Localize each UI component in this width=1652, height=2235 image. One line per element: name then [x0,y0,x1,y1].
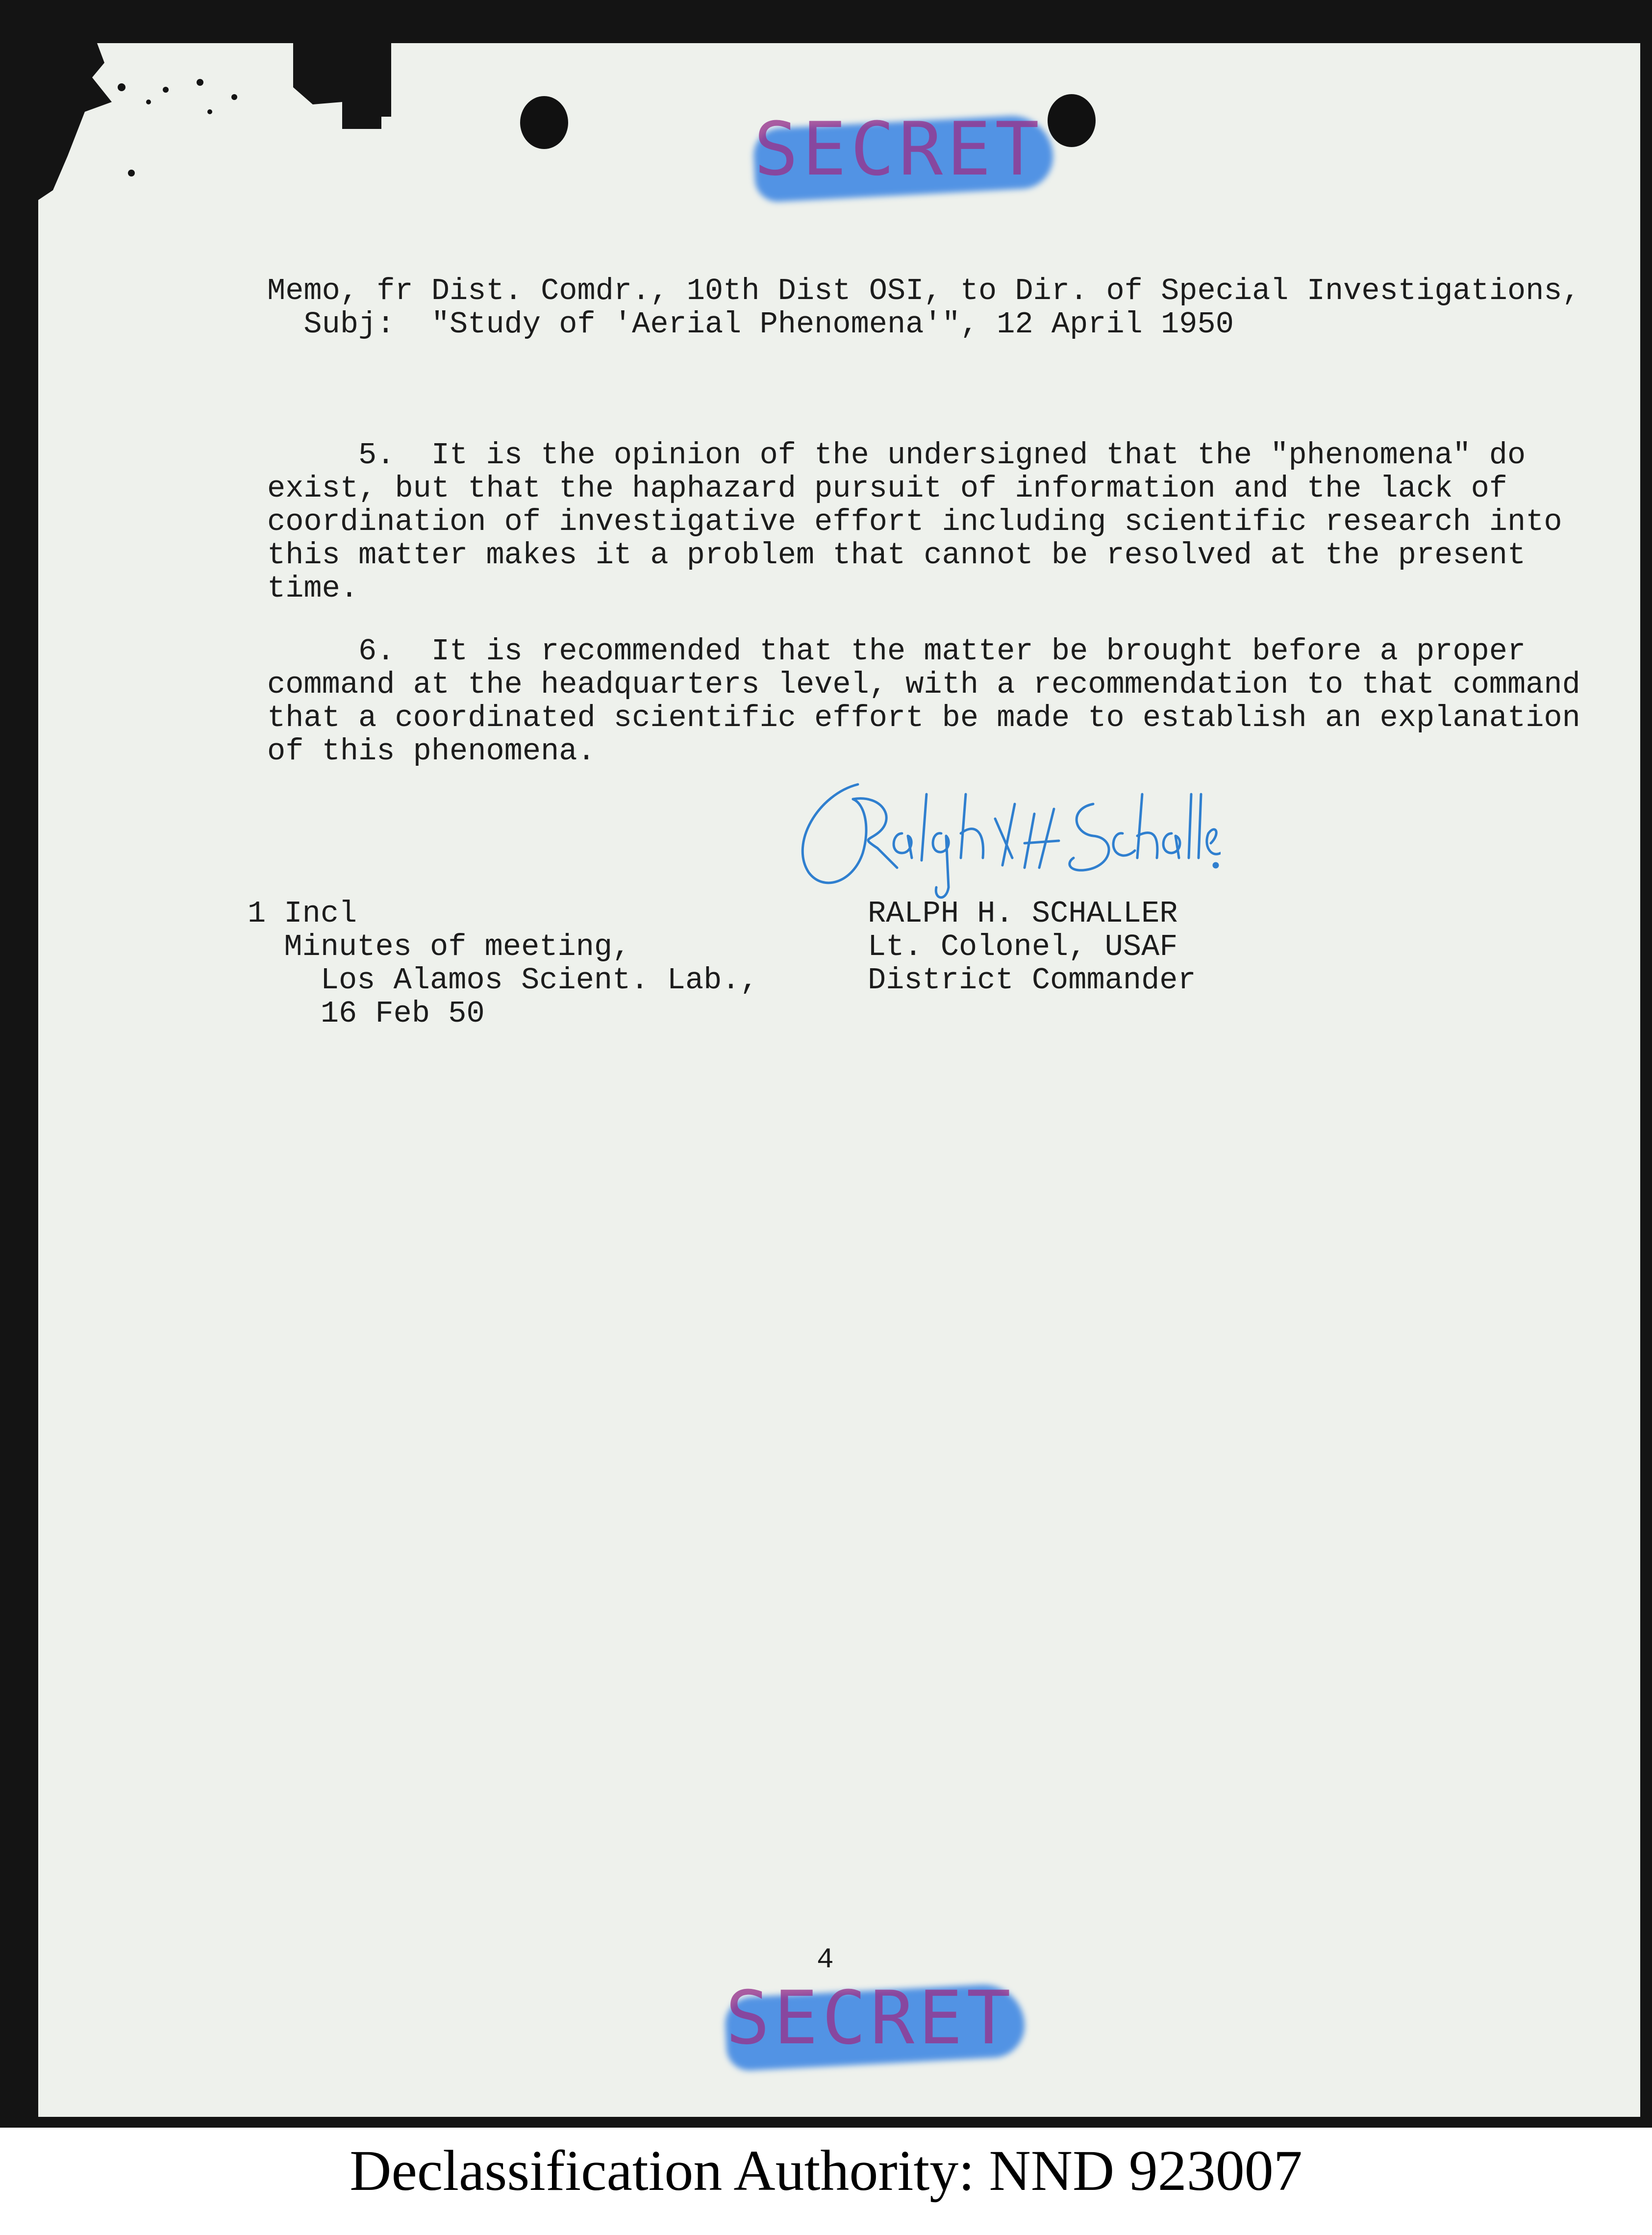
signer-rank: Lt. Colonel, USAF [868,929,1178,964]
secret-stamp-text: SECRET [754,107,1043,192]
signer-name: RALPH H. SCHALLER [868,896,1178,931]
memo-header [267,275,1580,341]
handwritten-signature [779,775,1221,907]
paragraph-line: exist, but that the haphazard pursuit of information and the lack of [267,471,1508,506]
paragraph-line: of this phenomena. [267,734,596,769]
secret-stamp-text: SECRET [726,1976,1015,2061]
signer-title: District Commander [868,963,1196,998]
paragraph-line: 6. It is recommended that the matter be brought before a proper [267,634,1526,669]
paragraph-line: this matter makes it a problem that cannot be resolved at the present [267,538,1526,573]
punch-hole-left [520,96,568,149]
torn-corner-damage [38,43,391,220]
secret-stamp-bottom [716,1971,1059,2084]
memo-header-line-2: Subj: "Study of 'Aerial Phenomena'", 12 April 1950 [267,307,1234,342]
paragraph-line: 5. It is the opinion of the undersigned that the "phenomena" do [267,438,1526,473]
paragraph-line: command at the headquarters level, with a recommendation to that command [267,667,1580,702]
enclosure-line: Minutes of meeting, [248,929,631,964]
secret-stamp-top [744,102,1087,215]
paragraph-6 [267,635,1580,768]
paragraph-line: that a coordinated scientific effort be made to establish an explanation [267,701,1580,735]
enclosure-note [248,897,758,1030]
declassification-footer: Declassification Authority: NND 923007 [350,2138,1302,2203]
document-page [38,43,1640,2117]
page-number: 4 [817,1944,834,1976]
signature-block [868,897,1196,997]
enclosure-line: 16 Feb 50 [248,996,485,1031]
memo-body [267,439,1580,768]
enclosure-count: 1 Incl [248,896,357,931]
memo-header-line-1: Memo, fr Dist. Comdr., 10th Dist OSI, to Dir. of Special Investigations, [267,274,1580,308]
paragraph-line: coordination of investigative effort including scientific research into [267,504,1562,539]
enclosure-line: Los Alamos Scient. Lab., [248,963,758,998]
paragraph-line: time. [267,571,359,606]
paragraph-5 [267,439,1580,605]
